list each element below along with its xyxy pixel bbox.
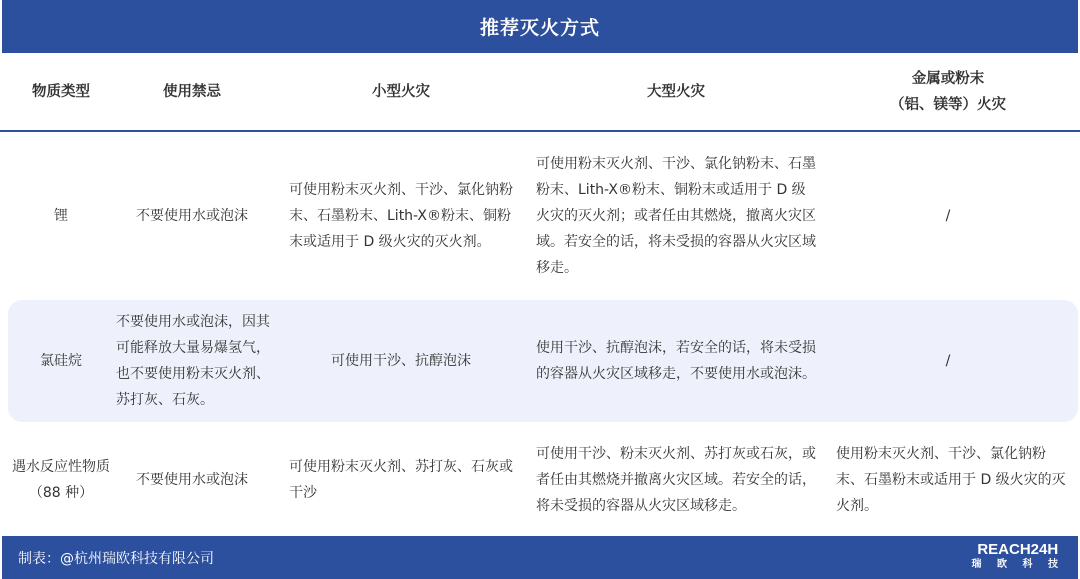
footer-credit: 制表：@杭州瑞欧科技有限公司 [18,550,214,567]
cell-substance-type [0,432,122,528]
cell-substance-type-line1: 遇水反应性物质 [12,459,110,475]
cell-taboo: 不要使用水或泡沫，因其可能释放大量易爆氢气，也不要使用粉末灭火剂、苏打灰、石灰。 [116,314,270,408]
cell-small-fire: 可使用干沙、抗醇泡沫 [331,353,471,369]
cell-taboo: 不要使用水或泡沫 [136,208,248,224]
cell-substance-type-line2: （88 种） [28,485,94,501]
cell-large-fire: 可使用干沙、粉末灭火剂、苏打灰或石灰，或者任由其燃烧并撤离火灾区域。若安全的话，将未受损的容器从火灾区域移走。 [536,446,816,514]
cell-taboo: 不要使用水或泡沫 [136,472,248,488]
cell-large-fire: 使用干沙、抗醇泡沫，若安全的话，将未受损的容器从火灾区域移走，不要使用水或泡沫。 [536,340,816,382]
brand-logo [972,542,1064,571]
cell-metal-fire: 使用粉末灭火剂、干沙、氯化钠粉末、石墨粉末或适用于 D 级火灾的灭火剂。 [836,446,1066,514]
cell-substance-type: 氯硅烷 [40,353,82,369]
cell-small-fire: 可使用粉末灭火剂、干沙、氯化钠粉末、石墨粉末、Lith-X®粉末、铜粉末或适用于 D 级火灾的灭火剂。 [289,182,513,250]
header-large-fire: 大型火灾 [647,84,705,100]
header-metal-fire-line1: 金属或粉末 [911,71,985,87]
table-title: 推荐灭火方式 [2,0,1078,53]
cell-metal-fire: / [945,208,951,224]
cell-small-fire: 可使用粉末灭火剂、苏打灰、石灰或干沙 [289,459,513,501]
cell-large-fire: 可使用粉末灭火剂、干沙、氯化钠粉末、石墨粉末、Lith-X®粉末、铜粉末或适用于 D 级火灾的灭火剂；或者任由其燃烧，撤离火灾区域。若安全的话，将未受损的容器从火灾区域移走。 [536,156,816,276]
cell-metal-fire: / [945,353,951,369]
table-row [0,432,1080,528]
header-divider [0,130,1080,132]
footer-bar [2,536,1078,579]
header-small-fire: 小型火灾 [372,84,430,100]
header-metal-fire [826,53,1070,131]
header-metal-fire-line2: （铝、镁等）火灾 [890,97,1006,113]
header-substance-type: 物质类型 [32,84,90,100]
table-header [0,53,1080,131]
table-row [0,300,1080,422]
brand-logo-main: REACH24H [977,541,1059,558]
brand-logo-sub: 瑞 欧 科 技 [971,559,1064,570]
table-row [0,140,1080,292]
header-taboo: 使用禁忌 [163,84,221,100]
cell-substance-type: 锂 [54,208,68,224]
